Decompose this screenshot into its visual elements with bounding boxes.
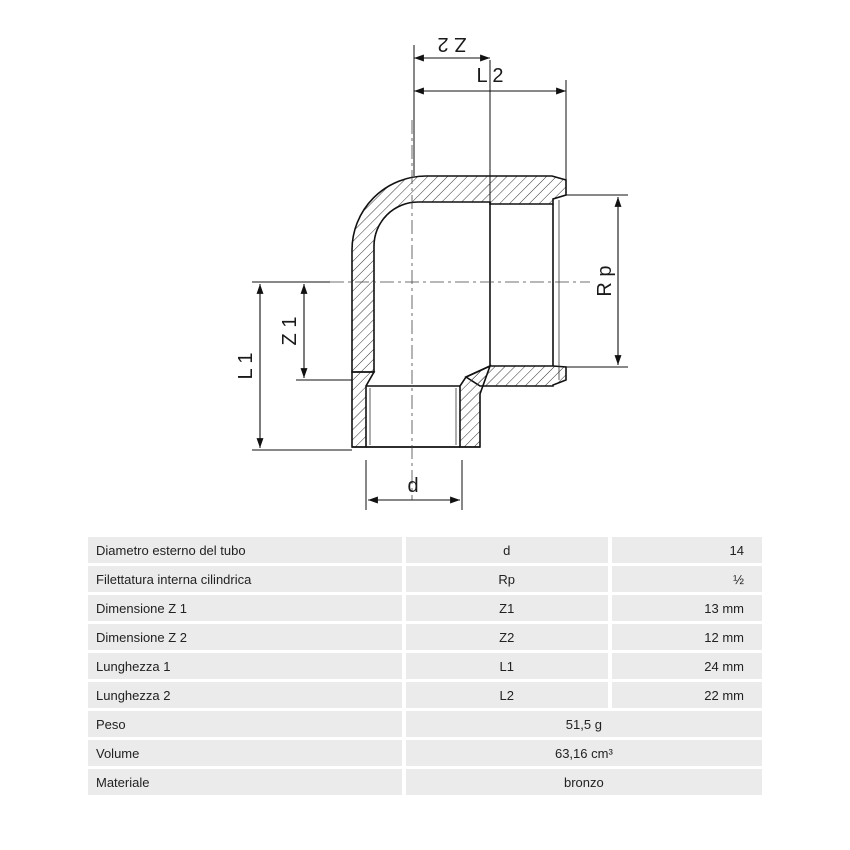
- fitting-wall-hatching: [352, 176, 566, 447]
- z1-label: Z 1: [279, 316, 301, 346]
- row-symbol: Rp: [406, 566, 612, 592]
- row-symbol: Z1: [406, 595, 612, 621]
- table-row: [88, 740, 762, 766]
- row-value: 13 mm: [612, 595, 762, 621]
- rp-label: R p: [594, 265, 616, 297]
- l2-label: L 2: [476, 65, 504, 87]
- row-label: Volume: [88, 740, 406, 766]
- row-value: 63,16 cm³: [406, 740, 762, 766]
- table-row: [88, 566, 762, 592]
- row-value: 51,5 g: [406, 711, 762, 737]
- fitting-outline: [352, 202, 553, 447]
- d-label: d: [407, 475, 419, 497]
- dimension-lines: [260, 58, 618, 500]
- row-symbol: L2: [406, 682, 612, 708]
- row-label: Materiale: [88, 769, 406, 795]
- row-value: 14: [612, 537, 762, 563]
- row-symbol: L1: [406, 653, 612, 679]
- row-label: Filettatura interna cilindrica: [88, 566, 406, 592]
- table-row: [88, 769, 762, 795]
- table-row: [88, 653, 762, 679]
- row-value: 24 mm: [612, 653, 762, 679]
- row-label: Peso: [88, 711, 406, 737]
- row-label: Lunghezza 1: [88, 653, 406, 679]
- table-row: [88, 711, 762, 737]
- l1-label: L 1: [235, 352, 257, 380]
- row-symbol: Z2: [406, 624, 612, 650]
- row-symbol: d: [406, 537, 612, 563]
- table-row: [88, 624, 762, 650]
- extension-lines: [252, 45, 628, 510]
- z2-label: Z 2: [437, 33, 467, 55]
- table-row: [88, 595, 762, 621]
- row-value: 12 mm: [612, 624, 762, 650]
- table-row: [88, 682, 762, 708]
- row-label: Diametro esterno del tubo: [88, 537, 406, 563]
- row-value: bronzo: [406, 769, 762, 795]
- row-label: Dimensione Z 1: [88, 595, 406, 621]
- table-row: [88, 537, 762, 563]
- row-label: Lunghezza 2: [88, 682, 406, 708]
- specification-table: [88, 534, 762, 798]
- row-value: ½: [612, 566, 762, 592]
- row-label: Dimensione Z 2: [88, 624, 406, 650]
- row-value: 22 mm: [612, 682, 762, 708]
